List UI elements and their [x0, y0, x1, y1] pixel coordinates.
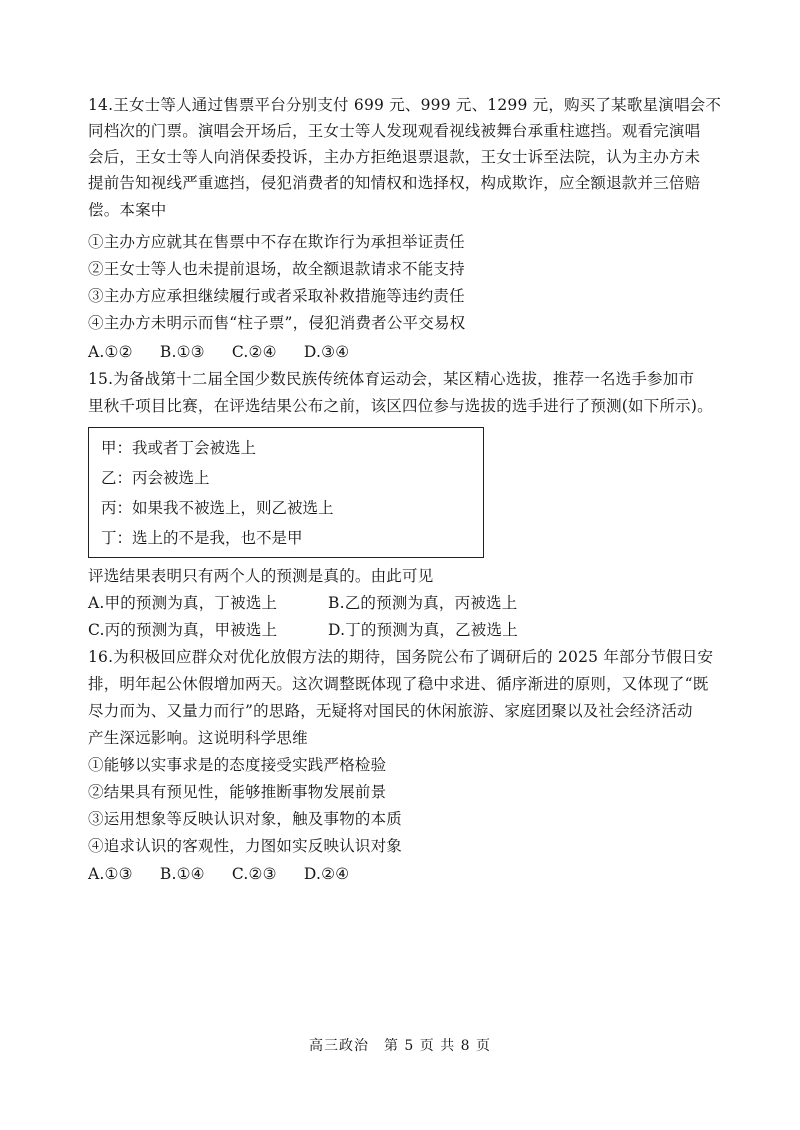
q16-option-b[interactable]: B.①④: [159, 865, 205, 883]
q16-option-a[interactable]: A.①③: [88, 865, 133, 883]
q14-statement-4: ④主办方未明示而售“柱子票”，侵犯消费者公平交易权: [88, 314, 466, 332]
prediction-bing: 丙：如果我不被选上，则乙被选上: [101, 499, 334, 517]
q16-stem-line-1: 16.为积极回应群众对优化放假方法的期待，国务院公布了调研后的 2025 年部分节假日安: [88, 648, 714, 666]
q15-stem-line-2: 里秋千项目比赛，在评选结果公布之前，该区四位参与选拔的选手进行了预测(如下所示)。: [88, 397, 713, 415]
q15-stem-line-1: 15.为备战第十二届全国少数民族传统体育运动会，某区精心选拔，推荐一名选手参加市: [88, 370, 695, 388]
q15-options-row-1: [88, 590, 568, 616]
q15-option-c[interactable]: C.丙的预测为真，甲被选上: [88, 621, 278, 639]
q15-option-d[interactable]: D.丁的预测为真，乙被选上: [328, 621, 518, 639]
q15-option-b[interactable]: B.乙的预测为真，丙被选上: [328, 594, 518, 612]
q15-option-a[interactable]: A.甲的预测为真，丁被选上: [88, 594, 278, 612]
q16-options: [88, 861, 371, 887]
q16-statement-3: ③运用想象等反映认识对象，触及事物的本质: [88, 810, 403, 828]
q16-statement-2: ②结果具有预见性，能够推断事物发展前景: [88, 783, 387, 801]
page-footer: 高三政治 第 5 页 共 8 页: [308, 1038, 492, 1054]
q14-stem-line-1: 14.王女士等人通过售票平台分别支付 699 元、999 元、1299 元，购买了某歌星演唱会不: [88, 96, 722, 114]
prediction-ding: 丁：选上的不是我，也不是甲: [101, 529, 303, 547]
prediction-yi: 乙：丙会被选上: [101, 469, 210, 487]
q14-option-d[interactable]: D.③④: [303, 343, 350, 361]
q14-stem-line-2: 同档次的门票。演唱会开场后，王女士等人发现观看视线被舞台承重柱遮挡。观看完演唱: [88, 122, 701, 140]
q14-statement-3: ③主办方应承担继续履行或者采取补救措施等违约责任: [88, 287, 465, 305]
q16-stem-line-2: 排，明年起公休假增加两天。这次调整既体现了稳中求进、循序渐进的原则，又体现了“既: [88, 675, 709, 693]
prediction-jia: 甲：我或者丁会被选上: [101, 439, 257, 457]
q16-option-c[interactable]: C.②③: [231, 865, 277, 883]
q14-option-c[interactable]: C.②④: [231, 343, 277, 361]
q15-after-text: 评选结果表明只有两个人的预测是真的。由此可见: [88, 567, 434, 585]
q14-option-b[interactable]: B.①③: [159, 343, 205, 361]
q14-stem-line-4: 提前告知视线严重遮挡，侵犯消费者的知情权和选择权，构成欺诈，应全额退款并三倍赔: [88, 174, 701, 192]
q14-statement-2: ②王女士等人也未提前退场，故全额退款请求不能支持: [88, 260, 465, 278]
q16-statement-1: ①能够以实事求是的态度接受实践严格检验: [88, 756, 387, 774]
q16-stem-line-3: 尽力而为、又量力而行”的思路，无疑将对国民的休闲旅游、家庭团聚以及社会经济活动: [88, 702, 693, 720]
q15-prediction-box: [88, 427, 484, 558]
q14-stem-line-3: 会后，王女士等人向消保委投诉，主办方拒绝退票退款，王女士诉至法院，认为主办方未: [88, 148, 701, 166]
q14-statement-1: ①主办方应就其在售票中不存在欺诈行为承担举证责任: [88, 233, 465, 251]
q16-option-d[interactable]: D.②④: [303, 865, 350, 883]
q15-options-row-2: [88, 617, 568, 643]
q14-option-a[interactable]: A.①②: [88, 343, 133, 361]
q14-options: [88, 339, 371, 365]
q16-statement-4: ④追求认识的客观性，力图如实反映认识对象: [88, 837, 403, 855]
q16-stem-line-4: 产生深远影响。这说明科学思维: [88, 729, 308, 747]
q14-stem-line-5: 偿。本案中: [88, 201, 167, 219]
